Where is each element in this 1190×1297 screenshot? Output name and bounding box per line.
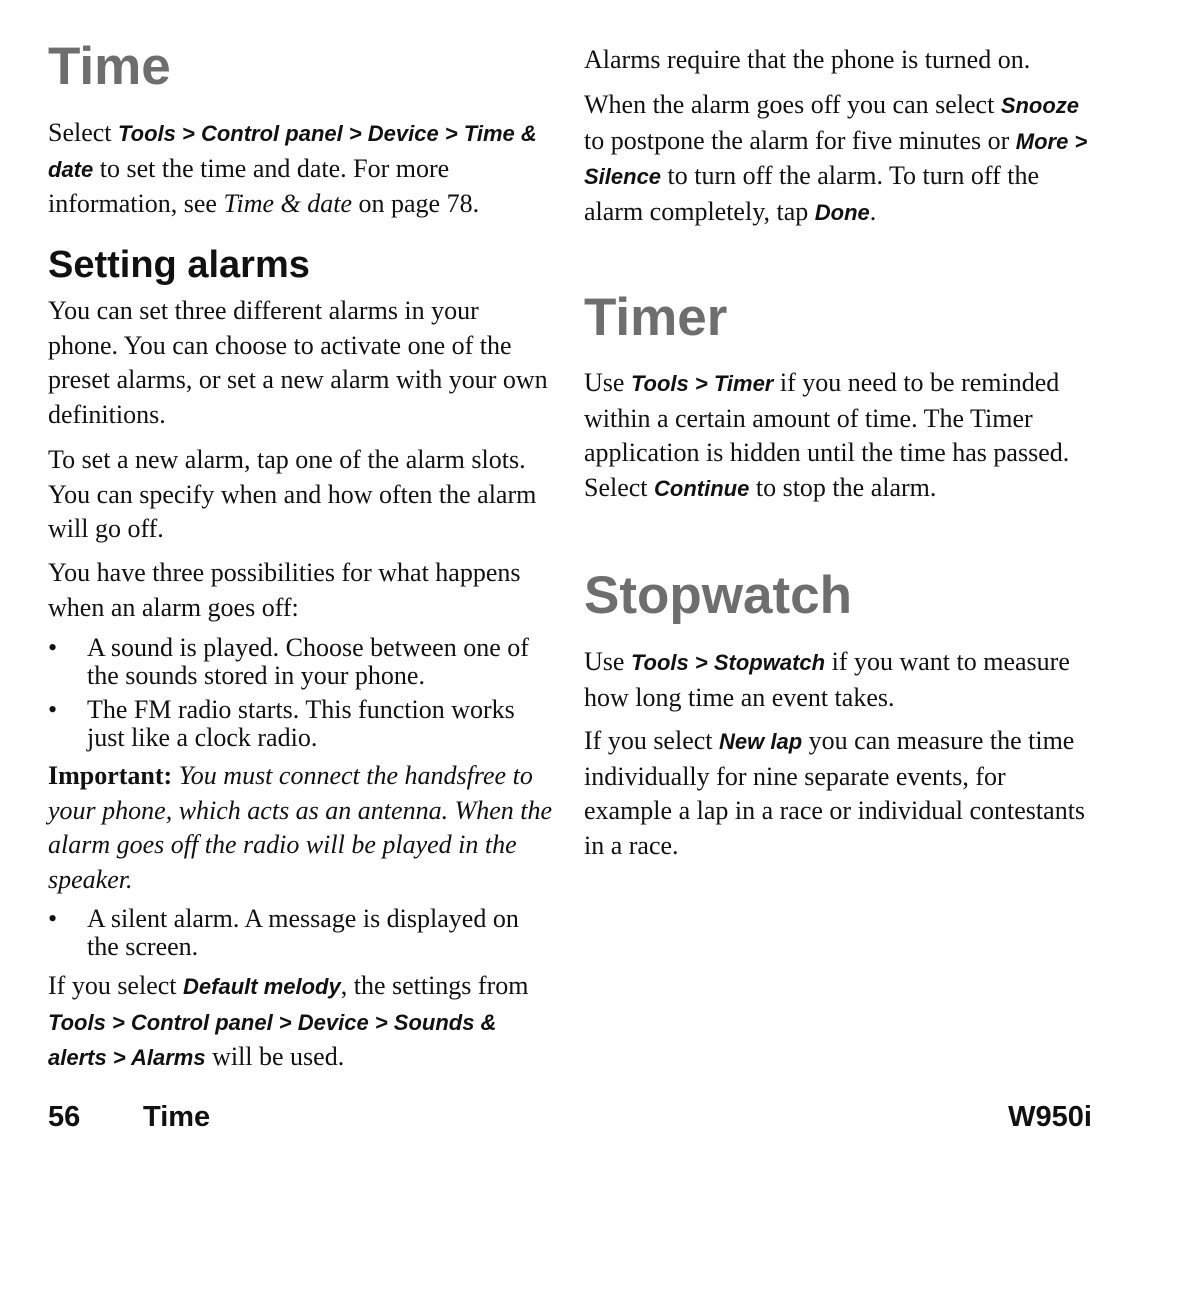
menu-path: Tools > Timer [630, 371, 774, 396]
page-number: 56 [48, 1101, 81, 1133]
important-text: You must connect the handsfree to your phone, which acts as an antenna. When the alarm goes off the radio will be played in the speaker. [48, 761, 553, 894]
alarm-goes-off-paragraph: When the alarm goes off you can select Snooze to postpone the alarm for five minutes or More > Silence to turn off the alarm. To turn off the alarm completely, tap Done. [584, 90, 1088, 226]
footer-model-name: W950i [1008, 1101, 1092, 1133]
possibilities-paragraph: You have three possibilities for what happens when an alarm goes off: [48, 558, 521, 622]
stopwatch-paragraph: Use Tools > Stopwatch if you want to measure how long time an event takes. [584, 647, 1070, 712]
alarms-intro-paragraph: You can set three different alarms in your phone. You can choose to activate one of the preset alarms, or set a new alarm with your own definitions. [48, 296, 548, 429]
alarm-requirement-paragraph: Alarms require that the phone is turned on. [584, 45, 1031, 74]
timer-paragraph: Use Tools > Timer if you need to be reminded within a certain amount of time. The Timer application is hidden until the time has passed. Select Continue to stop the alarm. [584, 368, 1070, 502]
menu-path: More > Silence [584, 128, 1088, 189]
bullet-text: A sound is played. Choose between one of the sounds stored in your phone. [87, 633, 529, 690]
menu-item-done: Done [814, 199, 870, 225]
menu-path: Tools > Stopwatch [630, 650, 826, 675]
menu-item-continue: Continue [654, 475, 750, 501]
important-note [48, 759, 553, 897]
menu-path: Tools > Control panel > Device > Time & date [48, 121, 537, 182]
stopwatch-heading: Stopwatch [584, 566, 852, 625]
bullet-icon: • [48, 695, 58, 724]
timer-heading: Timer [584, 288, 728, 347]
time-heading: Time [48, 37, 171, 96]
footer-section-title: Time [143, 1101, 211, 1133]
list-item [48, 696, 553, 752]
setting-alarms-heading: Setting alarms [48, 244, 310, 286]
cross-reference: Time & date [223, 189, 353, 218]
bullet-text: A silent alarm. A message is displayed on the screen. [87, 904, 519, 961]
time-paragraph: Select Tools > Control panel > Device > Time & date to set the time and date. For more information, see Time & date on page 78. [48, 118, 537, 218]
menu-item-new-lap: New lap [719, 729, 803, 754]
menu-item-default-melody: Default melody [183, 974, 341, 999]
default-melody-paragraph: If you select Default melody, the settings from Tools > Control panel > Device > Sounds & alerts > Alarms will be used. [48, 971, 529, 1071]
list-item [48, 905, 553, 961]
bullet-text: The FM radio starts. This function works just like a clock radio. [87, 695, 515, 752]
bullet-icon: • [48, 633, 58, 662]
menu-item-snooze: Snooze [1000, 93, 1080, 118]
new-lap-paragraph: If you select New lap you can measure the time individually for nine separate events, for example a lap in a race or individual contestants in a race. [584, 726, 1086, 860]
new-alarm-paragraph: To set a new alarm, tap one of the alarm slots. You can specify when and how often the alarm will go off. [48, 445, 537, 543]
important-label: Important: [48, 761, 173, 790]
list-item [48, 634, 553, 690]
bullet-icon: • [48, 904, 58, 933]
menu-path: Tools > Control panel > Device > Sounds & alerts > Alarms [48, 1009, 497, 1070]
